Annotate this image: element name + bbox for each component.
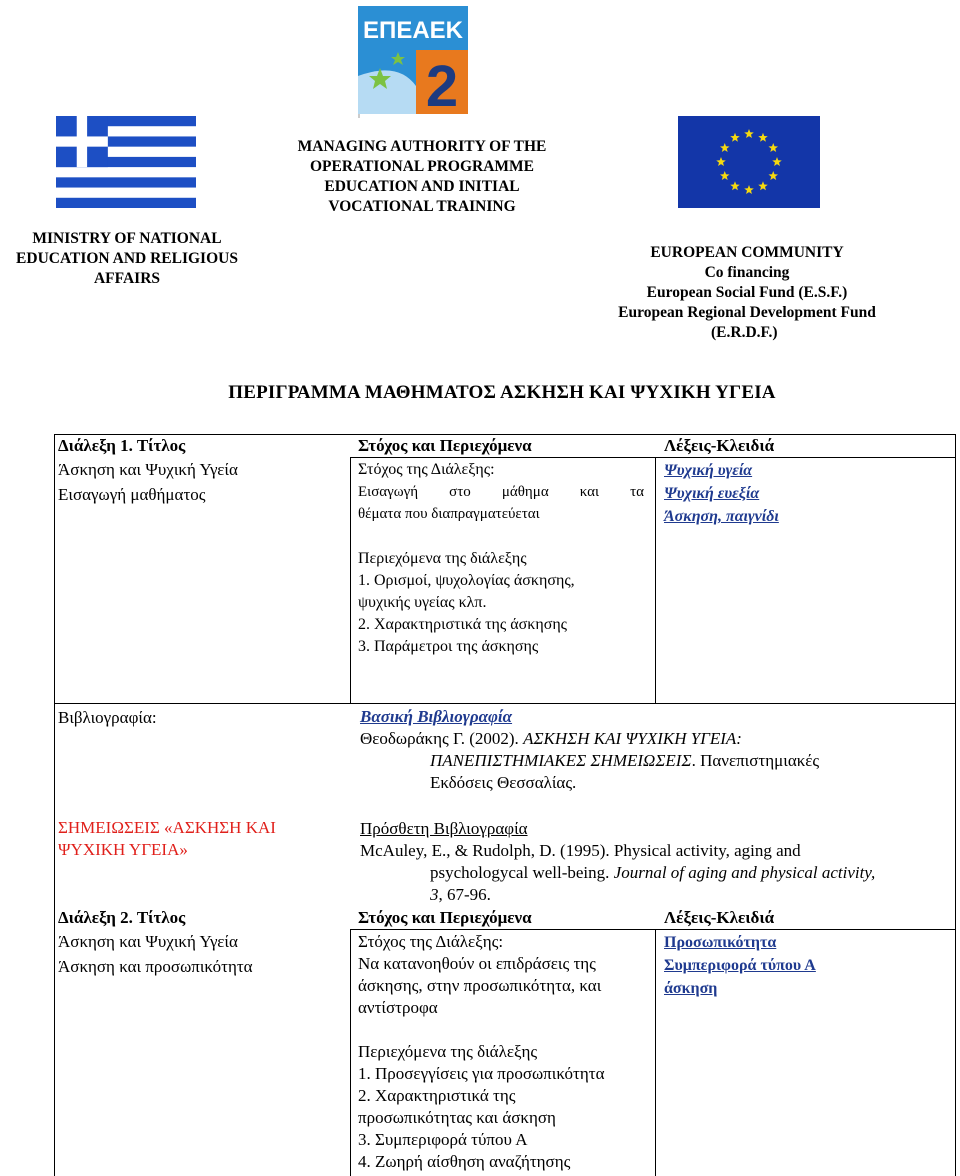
eu-line: European Regional Development Fund [618, 304, 876, 321]
lecture2-title [58, 931, 253, 978]
lecture1-contents-item: 1. Ορισμοί, ψυχολογίας άσκησης, [358, 572, 575, 589]
lecture1-keyword: Άσκηση, παιγνίδι [664, 508, 779, 525]
eu-flag [678, 116, 820, 208]
greek-flag [56, 116, 196, 208]
bibliography-label: Βιβλιογραφία: [58, 708, 157, 727]
lecture2-keyword: Συμπεριφορά τύπου Α [664, 957, 816, 974]
lecture2-keywords [664, 931, 816, 1000]
extra-ref-line: McAuley, E., & Rudolph, D. (1995). Physical activity, aging and [360, 841, 801, 860]
lecture1-title-line: Άσκηση και Ψυχική Υγεία [58, 460, 238, 479]
lecture1-contents-item: ψυχικής υγείας κλπ. [358, 594, 487, 611]
lecture1-contents-item: 3. Παράμετροι της άσκησης [358, 638, 539, 655]
table-row-line [655, 457, 955, 458]
ministry-line: MINISTRY OF NATIONAL [32, 230, 222, 247]
lecture2-col1-header: Διάλεξη 2. Τίτλος [58, 908, 186, 927]
lecture1-col1-header: Διάλεξη 1. Τίτλος [58, 436, 186, 455]
table-row-line [350, 929, 656, 930]
lecture2-goal-line: άσκησης, στην προσωπικότητα, και [358, 976, 602, 995]
bibliography-notes-line: ΨΥΧΙΚΗ ΥΓΕΙΑ» [58, 840, 188, 859]
lecture1-contents-item: 2. Χαρακτηριστικά της άσκησης [358, 616, 568, 633]
lecture2-col2-header: Στόχος και Περιεχόμενα [358, 908, 532, 927]
lecture1-keywords [664, 459, 779, 528]
table-col-divider [655, 457, 656, 703]
ministry-line: AFFAIRS [93, 270, 161, 287]
lecture2-contents-item: 4. Ζωηρή αίσθηση αναζήτησης [358, 1152, 571, 1171]
lecture1-col2-header: Στόχος και Περιεχόμενα [358, 436, 532, 455]
logo-divider [358, 114, 360, 118]
lecture1-title-line: Εισαγωγή μαθήματος [58, 485, 206, 504]
lecture1-contents-label: Περιεχόμενα της διάλεξης [358, 550, 527, 567]
epeaek-logo [358, 6, 468, 114]
extra-bibliography-label: Πρόσθετη Βιβλιογραφία [360, 819, 528, 838]
lecture1-goal-label: Στόχος της Διάλεξης: [358, 461, 495, 478]
lecture2-contents-label: Περιεχόμενα της διάλεξης [358, 1042, 538, 1061]
lecture2-title-line: Άσκηση και προσωπικότητα [58, 957, 253, 976]
lecture2-keyword: άσκηση [664, 980, 718, 997]
basic-ref-title-cont: ΠΑΝΕΠΙΣΤΗΜΙΑΚΕΣ ΣΗΜΕΙΩΣΕΙΣ [430, 751, 692, 770]
table-col-divider [350, 457, 351, 703]
table-col-divider [350, 929, 351, 1176]
basic-bibliography [360, 706, 950, 794]
basic-reference-cont [360, 750, 950, 772]
table-row-line [350, 457, 656, 458]
extra-ref-line [360, 862, 950, 884]
extra-ref-text: psychologycal well-being. [430, 863, 614, 882]
extra-ref-volume: 3 [430, 885, 439, 904]
managing-authority-line: MANAGING AUTHORITY OF THE [297, 138, 547, 155]
lecture2-goal-label: Στόχος της Διάλεξης: [358, 932, 504, 951]
lecture2-keyword: Προσωπικότητα [664, 934, 777, 951]
eu-text [592, 243, 902, 343]
extra-ref-line [360, 884, 950, 906]
lecture2-goal-line: αντίστροφα [358, 998, 438, 1017]
extra-ref-pages: , 67-96. [438, 885, 491, 904]
lecture2-contents-item: 1. Προσεγγίσεις για προσωπικότητα [358, 1064, 605, 1083]
extra-bibliography [360, 818, 950, 906]
basic-bibliography-label: Βασική Βιβλιογραφία [360, 707, 513, 726]
eu-line: European Social Fund (E.S.F.) [646, 284, 848, 301]
basic-ref-publisher: . Πανεπιστημιακές [691, 751, 820, 770]
basic-reference [360, 728, 950, 750]
lecture2-title-line: Άσκηση και Ψυχική Υγεία [58, 932, 238, 951]
table-border-left [54, 434, 55, 1176]
lecture2-goal-line: Να κατανοηθούν οι επιδράσεις της [358, 954, 596, 973]
basic-ref-author: Θεοδωράκης Γ. (2002). [360, 729, 519, 748]
lecture2-col3-header: Λέξεις-Κλειδιά [664, 908, 775, 927]
managing-authority [262, 137, 582, 217]
managing-authority-line: VOCATIONAL TRAINING [328, 198, 516, 215]
managing-authority-line: EDUCATION AND INITIAL [324, 178, 520, 195]
lecture1-goal-line: Εισαγωγή στο μάθημα και τα [358, 484, 644, 500]
eu-line: Co financing [704, 264, 790, 281]
epeaek-logo-text: ΕΠΕΑΕΚ [362, 17, 464, 44]
page-title: ΠΕΡΙΓΡΑΜΜΑ ΜΑΘΗΜΑΤΟΣ ΑΣΚΗΣΗ ΚΑΙ ΨΥΧΙΚΗ ΥΓΕΙΑ [228, 382, 776, 403]
lecture2-contents-item: 3. Συμπεριφορά τύπου Α [358, 1130, 528, 1149]
lecture2-contents [358, 1041, 650, 1173]
ministry-text [0, 229, 254, 289]
managing-authority-line: OPERATIONAL PROGRAMME [309, 158, 535, 175]
lecture1-goal [358, 459, 644, 525]
lecture1-col3-header: Λέξεις-Κλειδιά [664, 436, 775, 455]
lecture1-contents [358, 548, 648, 658]
eu-line: EUROPEAN COMMUNITY [650, 244, 844, 261]
bibliography-notes-line: ΣΗΜΕΙΩΣΕΙΣ «ΑΣΚΗΣΗ ΚΑΙ [58, 818, 276, 837]
epeaek-logo-number: 2 [425, 54, 459, 114]
lecture1-title [58, 459, 238, 506]
table-border-right [955, 434, 956, 1176]
lecture2-contents-item: 2. Χαρακτηριστικά της [358, 1086, 516, 1105]
ministry-line: EDUCATION AND RELIGIOUS [16, 250, 238, 267]
extra-ref-journal: Journal of aging and physical activity, [613, 863, 876, 882]
table-col-divider [655, 929, 656, 1176]
lecture1-keyword: Ψυχική ευεξία [664, 485, 760, 502]
lecture1-goal-line: θέματα που διαπραγματεύεται [358, 506, 540, 522]
basic-ref-title: ΑΣΚΗΣΗ ΚΑΙ ΨΥΧΙΚΗ ΥΓΕΙΑ: [523, 729, 742, 748]
bibliography-notes [58, 817, 276, 861]
table-row-line [655, 929, 955, 930]
lecture1-keyword: Ψυχική υγεία [664, 462, 753, 479]
eu-line: (E.R.D.F.) [711, 324, 778, 341]
basic-ref-publisher-cont: Εκδόσεις Θεσσαλίας. [430, 773, 577, 792]
lecture2-contents-item: προσωπικότητας και άσκηση [358, 1108, 556, 1127]
lecture2-goal [358, 931, 644, 1019]
table-divider [54, 703, 956, 704]
